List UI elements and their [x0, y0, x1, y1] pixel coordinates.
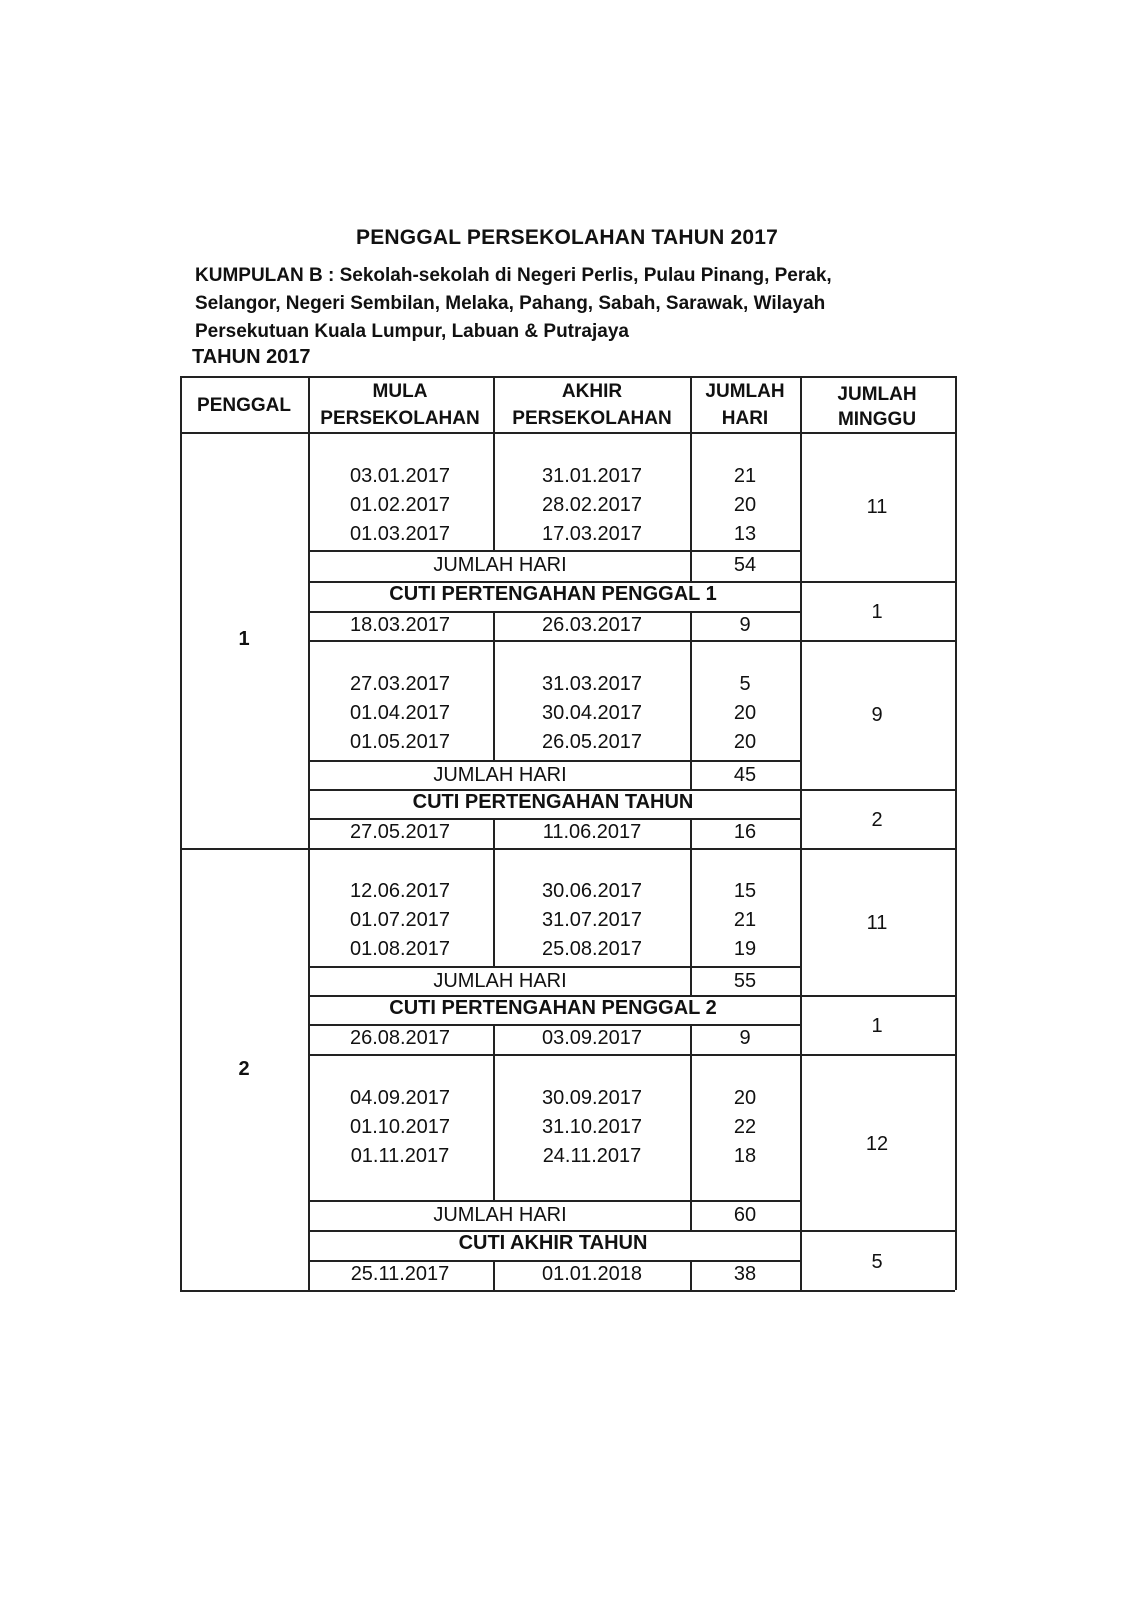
row-days: 20 — [733, 702, 757, 724]
table-rule — [493, 848, 495, 966]
holiday-end-date: 11.06.2017 — [542, 821, 642, 843]
table-rule — [308, 760, 800, 762]
table-rule — [800, 581, 802, 640]
total-days-value: 60 — [733, 1204, 757, 1226]
table-rule — [308, 1024, 800, 1026]
holiday-title: CUTI PERTENGAHAN TAHUN — [412, 791, 694, 813]
header-jumlah-hari-line2: HARI — [721, 408, 769, 429]
holiday-days: 9 — [739, 1027, 751, 1049]
holiday-end-date: 01.01.2018 — [541, 1263, 643, 1285]
row-days: 20 — [733, 494, 757, 516]
row-end-date: 28.02.2017 — [541, 494, 643, 516]
table-rule — [690, 818, 692, 848]
table-rule — [800, 376, 802, 432]
total-days-value: 54 — [733, 554, 757, 576]
holiday-title: CUTI PERTENGAHAN PENGGAL 1 — [389, 583, 717, 605]
row-start-date: 27.03.2017 — [349, 673, 451, 695]
table-rule — [308, 848, 310, 1290]
table-rule — [690, 1024, 692, 1054]
table-rule — [308, 966, 800, 968]
table-rule — [180, 432, 182, 848]
holiday-start-date: 26.08.2017 — [349, 1027, 451, 1049]
header-mula-line1: MULA — [372, 381, 428, 402]
table-rule — [493, 1260, 495, 1290]
row-days: 22 — [733, 1116, 757, 1138]
row-days: 5 — [739, 673, 751, 695]
row-days: 21 — [733, 465, 757, 487]
row-end-date: 25.08.2017 — [541, 938, 643, 960]
table-rule — [308, 1290, 955, 1292]
holiday-title: CUTI AKHIR TAHUN — [458, 1232, 648, 1254]
table-rule — [690, 1260, 692, 1290]
row-start-date: 01.10.2017 — [349, 1116, 451, 1138]
row-start-date: 01.02.2017 — [349, 494, 451, 516]
holiday-start-date: 27.05.2017 — [349, 821, 451, 843]
table-rule — [690, 432, 692, 581]
document-title: PENGGAL PERSEKOLAHAN TAHUN 2017 — [356, 226, 778, 249]
table-rule — [308, 1200, 800, 1202]
table-rule — [690, 1054, 692, 1230]
total-days-label: JUMLAH HARI — [433, 764, 567, 786]
table-rule — [493, 640, 495, 760]
weeks-count: 2 — [871, 809, 883, 831]
header-jumlah-hari-line1: JUMLAH — [705, 381, 785, 402]
table-rule — [493, 611, 495, 640]
table-rule — [800, 995, 802, 1054]
holiday-days: 38 — [733, 1263, 757, 1285]
header-akhir-line2: PERSEKOLAHAN — [512, 408, 672, 429]
year-label: TAHUN 2017 — [192, 346, 311, 368]
weeks-count: 5 — [871, 1251, 883, 1273]
row-end-date: 31.10.2017 — [541, 1116, 643, 1138]
table-rule — [493, 376, 495, 432]
weeks-count: 11 — [866, 496, 888, 518]
row-days: 19 — [733, 938, 757, 960]
document-subtitle — [195, 262, 955, 346]
table-rule — [800, 432, 802, 581]
header-jumlah-minggu-line1: JUMLAH — [837, 384, 917, 405]
row-days: 15 — [733, 880, 757, 902]
table-rule — [955, 432, 957, 848]
table-rule — [493, 432, 495, 550]
table-rule — [800, 1054, 802, 1230]
total-days-value: 45 — [733, 764, 757, 786]
table-rule — [690, 640, 692, 789]
table-rule — [493, 1054, 495, 1200]
table-rule — [180, 376, 182, 432]
table-rule — [493, 818, 495, 848]
holiday-title: CUTI PERTENGAHAN PENGGAL 2 — [389, 997, 717, 1019]
penggal-number: 2 — [238, 1058, 250, 1080]
table-rule — [800, 640, 802, 789]
row-end-date: 31.01.2017 — [541, 465, 643, 487]
weeks-count: 12 — [865, 1133, 889, 1155]
row-end-date: 30.09.2017 — [541, 1087, 643, 1109]
holiday-end-date: 26.03.2017 — [541, 614, 643, 636]
subtitle-line-3: Persekutuan Kuala Lumpur, Labuan & Putrajaya — [195, 321, 629, 342]
table-rule — [308, 1054, 955, 1056]
row-start-date: 01.03.2017 — [349, 523, 451, 545]
holiday-days: 9 — [739, 614, 751, 636]
row-start-date: 03.01.2017 — [349, 465, 451, 487]
row-days: 20 — [733, 731, 757, 753]
row-end-date: 30.04.2017 — [541, 702, 643, 724]
holiday-days: 16 — [733, 821, 757, 843]
row-end-date: 24.11.2017 — [542, 1145, 642, 1167]
table-rule — [493, 1024, 495, 1054]
row-end-date: 31.07.2017 — [541, 909, 643, 931]
row-end-date: 17.03.2017 — [541, 523, 643, 545]
row-days: 13 — [733, 523, 757, 545]
weeks-count: 9 — [871, 704, 883, 726]
row-start-date: 01.07.2017 — [349, 909, 451, 931]
row-start-date: 01.11.2017 — [350, 1145, 450, 1167]
total-days-label: JUMLAH HARI — [433, 554, 567, 576]
header-mula-line2: PERSEKOLAHAN — [320, 408, 480, 429]
header-akhir-line1: AKHIR — [561, 381, 623, 402]
total-days-label: JUMLAH HARI — [433, 970, 567, 992]
total-days-label: JUMLAH HARI — [433, 1204, 567, 1226]
table-rule — [308, 818, 800, 820]
holiday-end-date: 03.09.2017 — [541, 1027, 643, 1049]
holiday-start-date: 18.03.2017 — [349, 614, 451, 636]
table-rule — [180, 848, 182, 1290]
row-start-date: 04.09.2017 — [349, 1087, 451, 1109]
header-jumlah-minggu-line2: MINGGU — [837, 409, 917, 430]
total-days-value: 55 — [733, 970, 757, 992]
table-rule — [308, 550, 800, 552]
table-rule — [955, 376, 957, 432]
weeks-count: 1 — [871, 601, 883, 623]
table-rule — [800, 1230, 802, 1290]
subtitle-line-1: KUMPULAN B : Sekolah-sekolah di Negeri Perlis, Pulau Pinang, Perak, — [195, 265, 832, 286]
holiday-start-date: 25.11.2017 — [350, 1263, 450, 1285]
table-rule — [690, 611, 692, 640]
table-rule — [800, 789, 802, 848]
row-start-date: 12.06.2017 — [349, 880, 451, 902]
row-days: 20 — [733, 1087, 757, 1109]
table-rule — [308, 640, 955, 642]
row-end-date: 31.03.2017 — [541, 673, 643, 695]
table-rule — [308, 611, 800, 613]
row-days: 18 — [733, 1145, 757, 1167]
table-rule — [690, 848, 692, 995]
weeks-count: 11 — [866, 912, 888, 934]
table-rule — [800, 848, 802, 995]
row-end-date: 26.05.2017 — [541, 731, 643, 753]
subtitle-line-2: Selangor, Negeri Sembilan, Melaka, Pahang, Sabah, Sarawak, Wilayah — [195, 293, 826, 314]
weeks-count: 1 — [871, 1015, 883, 1037]
table-rule — [308, 848, 955, 850]
row-start-date: 01.08.2017 — [349, 938, 451, 960]
table-rule — [308, 376, 310, 432]
row-start-date: 01.05.2017 — [349, 731, 451, 753]
penggal-number: 1 — [238, 628, 250, 650]
row-end-date: 30.06.2017 — [541, 880, 643, 902]
table-rule — [308, 1260, 800, 1262]
row-start-date: 01.04.2017 — [349, 702, 451, 724]
row-days: 21 — [733, 909, 757, 931]
header-penggal: PENGGAL — [197, 395, 291, 416]
table-rule — [955, 848, 957, 1290]
table-rule — [690, 376, 692, 432]
